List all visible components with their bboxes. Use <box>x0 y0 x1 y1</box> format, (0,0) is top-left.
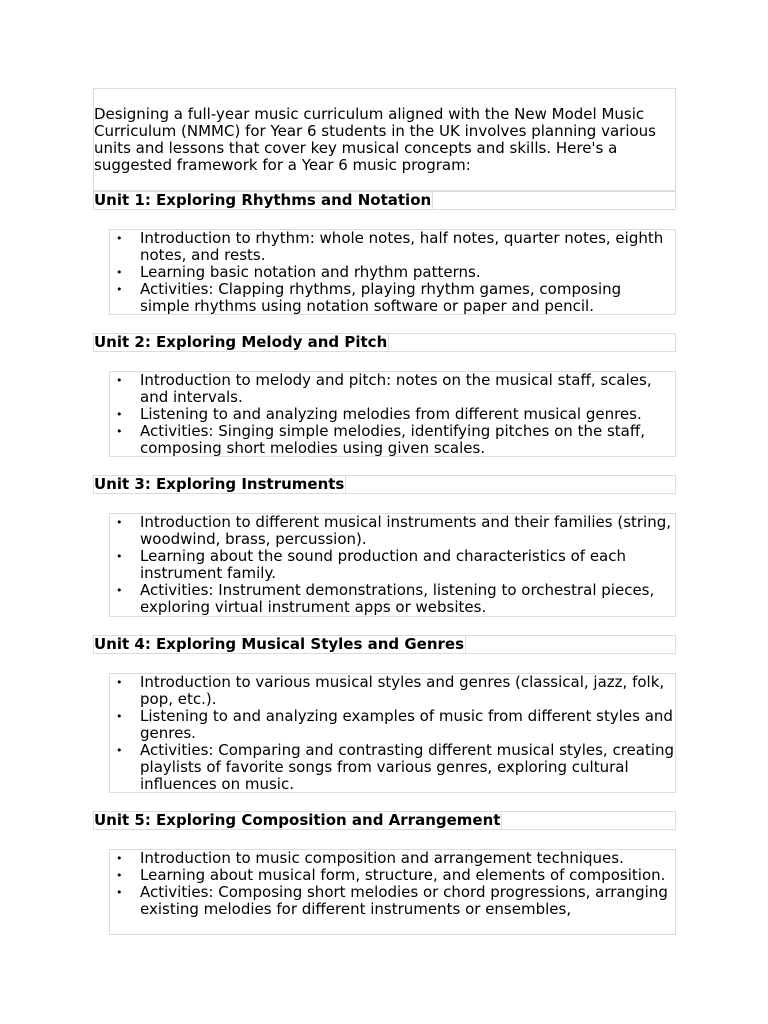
unit-1-heading: Unit 1: Exploring Rhythms and Notation <box>93 191 676 210</box>
list-item: • Activities: Composing short melodies or chord progressions, arranging existing melodies for different instruments or ensembles, <box>140 884 675 918</box>
list-item: • Learning basic notation and rhythm patterns. <box>140 264 675 281</box>
list-item: • Learning about musical form, structure, and elements of composition. <box>140 867 675 884</box>
list-item: • Activities: Clapping rhythms, playing rhythm games, composing simple rhythms using notation software or paper and pencil. <box>140 281 675 315</box>
unit-3-points <box>109 513 676 617</box>
intro-paragraph: Designing a full-year music curriculum aligned with the New Model Music Curriculum (NMMC) for Year 6 students in the UK involves planning various units and lessons that cover key musical concepts and skills. Here's a suggested framework for a Year 6 music program: <box>94 105 656 174</box>
list-item: • Listening to and analyzing melodies from different musical genres. <box>140 406 675 423</box>
list-item: • Activities: Comparing and contrasting different musical styles, creating playlists of favorite songs from various genres, exploring cultural influences on music. <box>140 742 675 793</box>
list-item: • Introduction to music composition and arrangement techniques. <box>140 850 675 867</box>
list-item: • Introduction to melody and pitch: notes on the musical staff, scales, and intervals. <box>140 372 675 406</box>
list-item: • Activities: Singing simple melodies, identifying pitches on the staff, composing short melodies using given scales. <box>140 423 675 457</box>
list-item: • Activities: Instrument demonstrations, listening to orchestral pieces, exploring virtual instrument apps or websites. <box>140 582 675 616</box>
intro-block <box>93 88 676 191</box>
unit-5-points <box>109 849 676 935</box>
list-item: • Learning about the sound production and characteristics of each instrument family. <box>140 548 675 582</box>
unit-1-points <box>109 229 676 315</box>
list-item: • Introduction to different musical instruments and their families (string, woodwind, brass, percussion). <box>140 514 675 548</box>
unit-4-points <box>109 673 676 793</box>
unit-5-heading: Unit 5: Exploring Composition and Arrangement <box>93 811 676 830</box>
document-page <box>93 88 676 935</box>
list-item: • Listening to and analyzing examples of music from different styles and genres. <box>140 708 675 742</box>
list-item: • Introduction to rhythm: whole notes, half notes, quarter notes, eighth notes, and rests. <box>140 230 675 264</box>
unit-2-heading: Unit 2: Exploring Melody and Pitch <box>93 333 676 352</box>
list-item: • Introduction to various musical styles and genres (classical, jazz, folk, pop, etc.). <box>140 674 675 708</box>
unit-2-points <box>109 371 676 457</box>
unit-3-heading: Unit 3: Exploring Instruments <box>93 475 676 494</box>
unit-4-heading: Unit 4: Exploring Musical Styles and Genres <box>93 635 676 654</box>
